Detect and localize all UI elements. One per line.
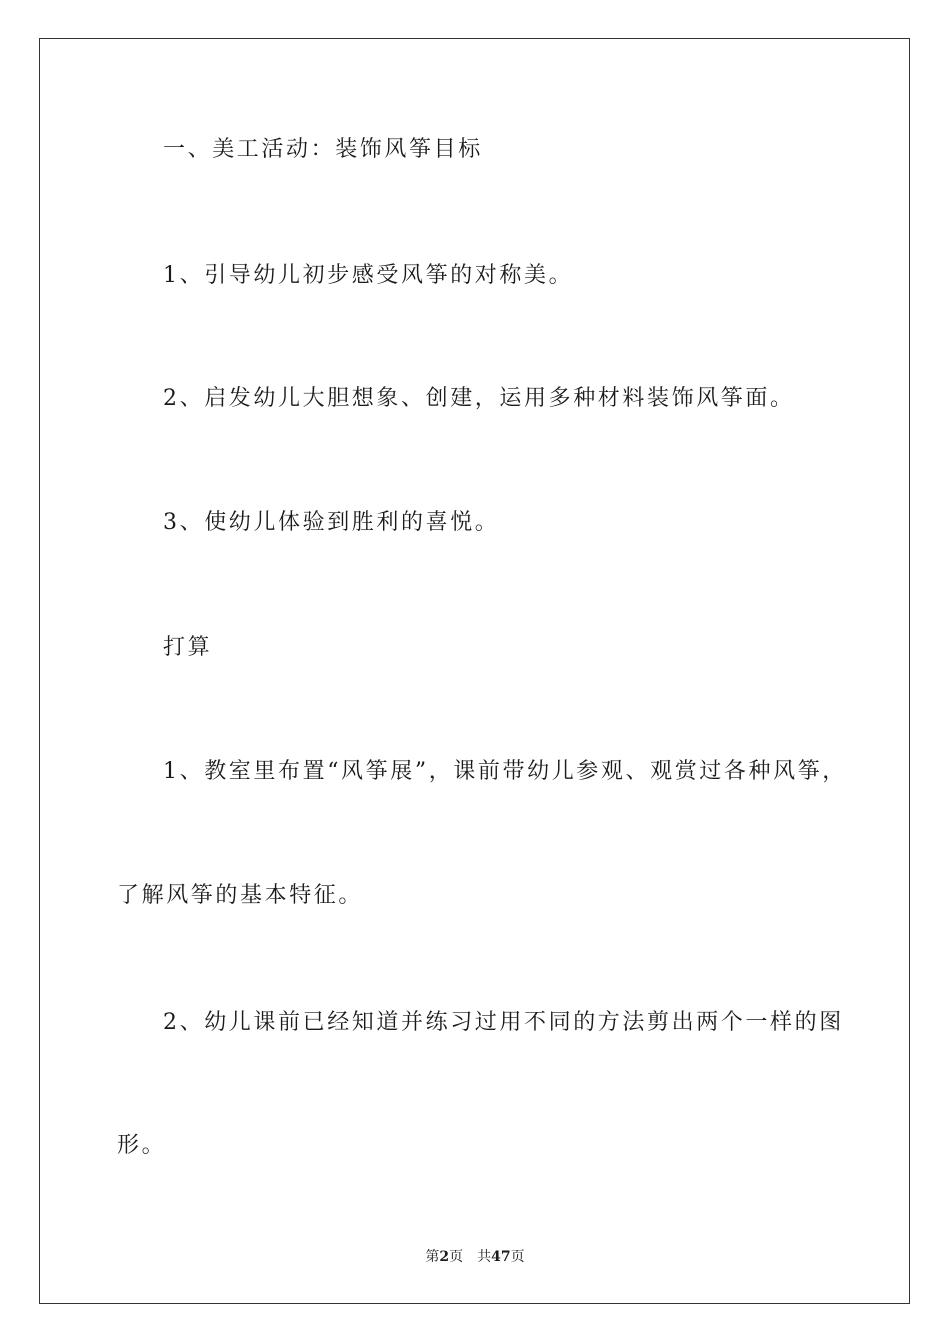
footer-total-suffix: 页 xyxy=(510,1249,525,1265)
section-heading: 一、美工活动：装饰风筝目标 xyxy=(163,137,483,162)
paragraph-goal-1: 1、引导幼儿初步感受风筝的对称美。 xyxy=(163,263,574,288)
footer-page-prefix: 第 xyxy=(425,1249,440,1265)
paragraph-prep-1: 1、教室里布置“风筝展”，课前带幼儿参观、观赏过各种风筝， xyxy=(163,759,847,784)
paragraph-prep-2: 2、幼儿课前已经知道并练习过用不同的方法剪出两个一样的图 xyxy=(163,1010,844,1035)
footer-page-suffix: 页 xyxy=(449,1249,464,1265)
footer-total-pages: 47 xyxy=(491,1249,511,1265)
paragraph-goal-3: 3、使幼儿体验到胜利的喜悦。 xyxy=(163,510,500,535)
subheading-preparation: 打算 xyxy=(163,635,213,660)
paragraph-prep-1-continued: 了解风筝的基本特征。 xyxy=(117,883,364,908)
footer-page-number: 2 xyxy=(439,1249,450,1265)
page-footer xyxy=(0,1248,950,1266)
paragraph-prep-2-continued: 形。 xyxy=(117,1133,167,1158)
paragraph-goal-2: 2、启发幼儿大胆想象、创建，运用多种材料装饰风筝面。 xyxy=(163,386,795,411)
footer-total-prefix: 共 xyxy=(477,1249,492,1265)
page-frame xyxy=(39,38,910,1304)
